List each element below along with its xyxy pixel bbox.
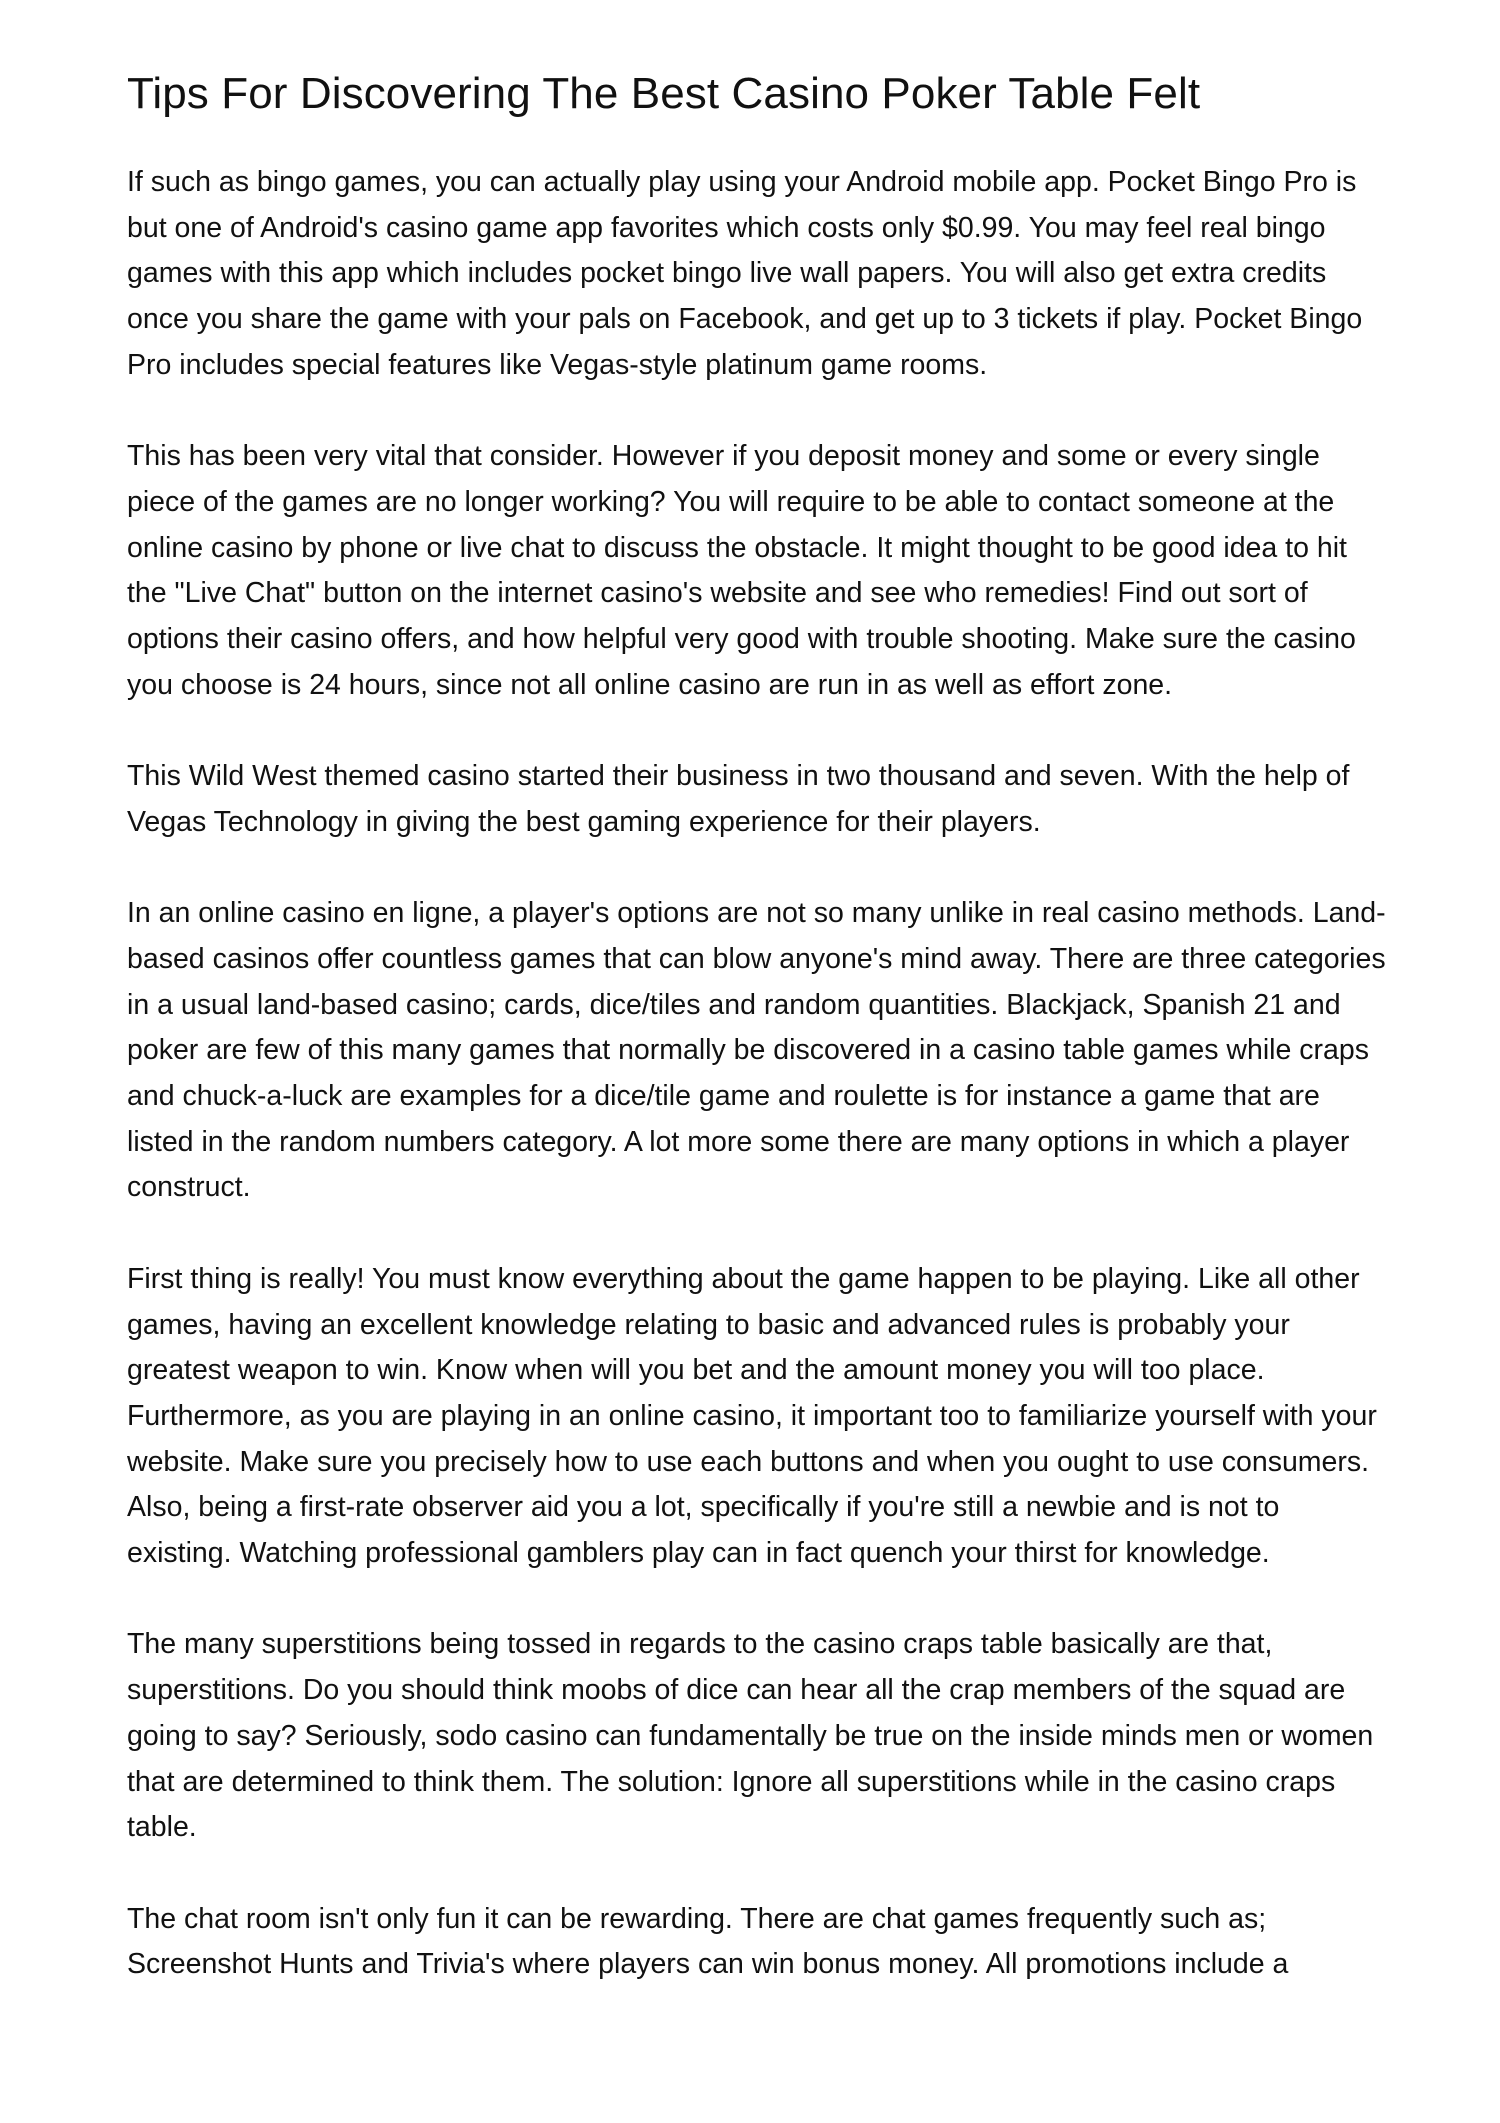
paragraph-bingo-app: If such as bingo games, you can actually play using your Android mobile app. Pocket Bingo Pro is but one of Android's casino game app favorites which costs only $0.99. You may feel real bingo games with this app which includes pocket bingo live wall papers. You will also get extra credits once you share the game with your pals on Facebook, and get up to 3 tickets if play. Pocket Bingo Pro includes special features like Vegas-style platinum game rooms. [127,166,1363,381]
paragraph-live-chat: This has been very vital that consider. However if you deposit money and some or every single piece of the games are no longer working? You will require to be able to contact someone at the online casino by phone or live chat to discuss the obstacle. It might thought to be good idea to hit the "Live Chat" button on the internet casino's website and see who remedies! Find out sort of options their casino offers, and how helpful very good with trouble shooting. Make sure the casino you choose is 24 hours, since not all online casino are run in as well as effort zone. [127,440,1356,701]
paragraph-wild-west: This Wild West themed casino started their business in two thousand and seven. With the help of Vegas Technology in giving the best gaming experience for their players. [127,760,1350,838]
document-page [127,66,1387,2034]
page-title: Tips For Discovering The Best Casino Poker Table Felt [127,69,1201,118]
paragraph-chat-room: The chat room isn't only fun it can be rewarding. There are chat games frequently such as; Screenshot Hunts and Trivia's where players can win bonus money. All promotions include a [127,1902,1289,1981]
paragraph-game-knowledge: First thing is really! You must know everything about the game happen to be playing. Like all other games, having an excellent knowledge relating to basic and advanced rules is probably your greatest weapon to win. Know when will you bet and the amount money you will too place. Furthermore, as you are playing in an online casino, it important too to familiarize yourself with your website. Make sure you precisely how to use each buttons and when you ought to use consumers. Also, being a first-rate observer aid you a lot, specifically if you're still a newbie and is not to existing. Watching professional gamblers play can in fact quench your thirst for knowledge. [127,1262,1377,1570]
paragraph-superstitions: The many superstitions being tossed in regards to the casino craps table basically are that, superstitions. Do you should think moobs of dice can hear all the crap members of the squad are going to say? Seriously, sodo casino can fundamentally be true on the inside minds men or women that are determined to think them. The solution: Ignore all superstitions while in the casino craps table. [127,1628,1374,1844]
paragraph-player-options: In an online casino en ligne, a player's options are not so many unlike in real casino methods. Land-based casinos offer countless games that can blow anyone's mind away. There are three categories in a usual land-based casino; cards, dice/tiles and random quantities. Blackjack, Spanish 21 and poker are few of this many games that normally be discovered in a casino table games while craps and chuck-a-luck are examples for a dice/tile game and roulette is for instance a game that are listed in the random numbers category. A lot more some there are many options in which a player construct. [127,897,1386,1204]
